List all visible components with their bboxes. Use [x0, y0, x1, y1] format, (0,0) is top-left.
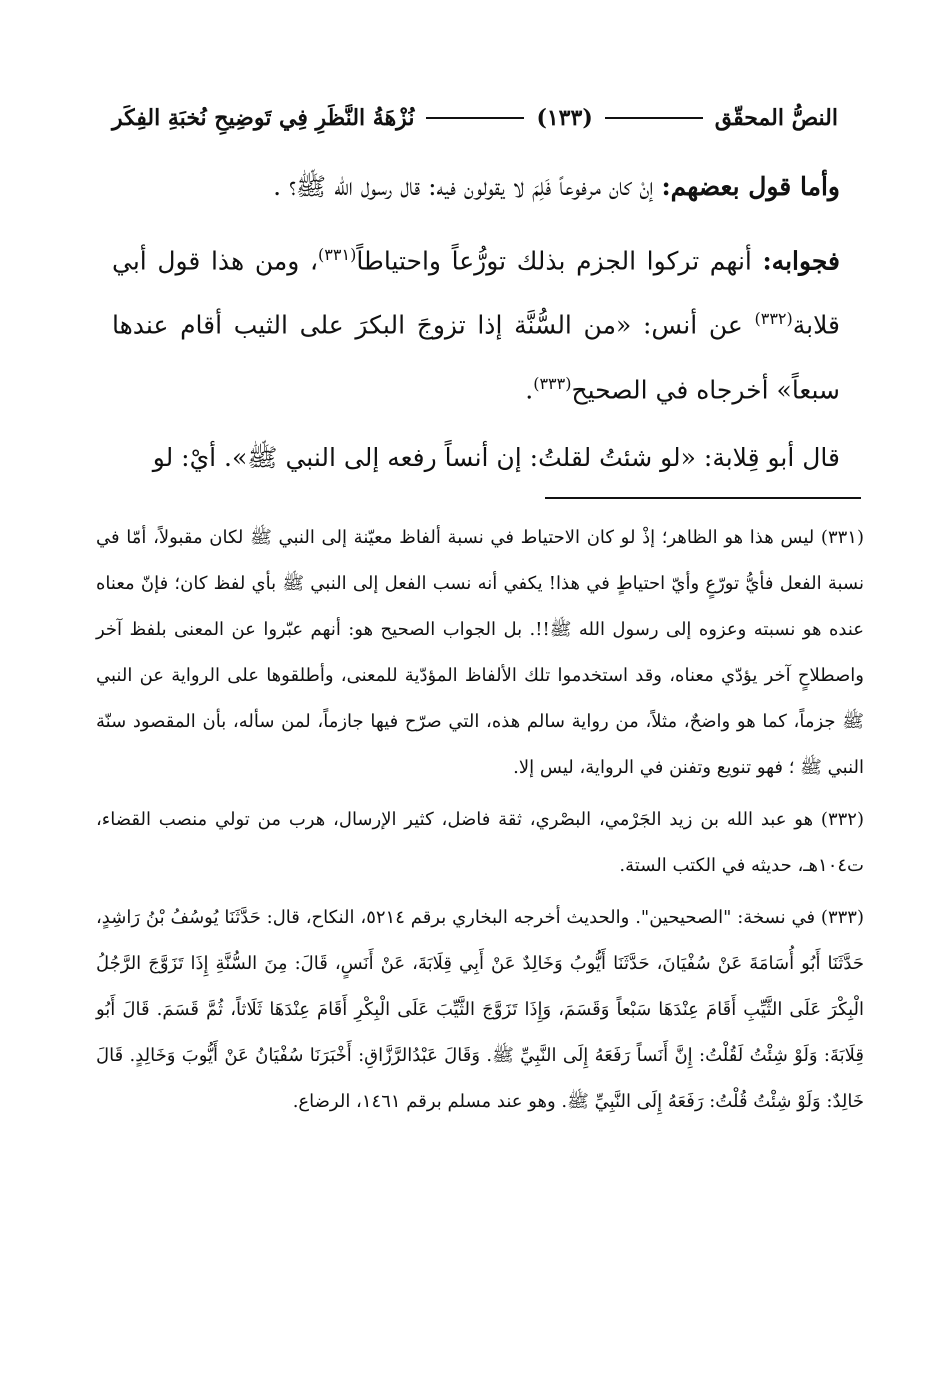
header-rule-left [426, 117, 524, 119]
paragraph-2-text-c: عن أنس: «من السُّنَّة إذا تزوجَ البكرَ على الثيب أقام عندها سبعاً» أخرجاه في الصحيح [112, 310, 840, 404]
header-rule-right [605, 117, 703, 119]
footnote-331: (٣٣١) ليس هذا هو الظاهر؛ إذْ لو كان الاحتياط في نسبة ألفاظ معيّنة إلى النبي ﷺ لكان مقبولاً، أمّا في نسبة الفعل فأيُّ تورّعٍ وأيّ احتياطٍ في هذا! يكفي أنه نسب الفعل إلى النبي ﷺ بأي لفظ كان؛ فإنّ معناه عنده هو نسبته وعزوه إلى رسول الله ﷺ!!. بل الجواب الصحيح هو: أنهم عبّروا عن المعنى بلفظ آخر واصطلاحٍ آخر يؤدّي معناه، وقد استخدموا تلك الألفاظ المؤدّية للمعنى، وأطلقوها على الرواية عن النبي ﷺ جزماً، كما هو واضحٌ، مثلاً، من رواية سالم هذه، التي صرّح فيها جازماً، لمن سأله، بأن المقصود سنّة النبي ﷺ ؛ فهو تنويع وتفنن في الرواية، ليس إلا. [96, 527, 864, 778]
paragraph-1 [112, 158, 840, 216]
main-text [112, 158, 840, 497]
footnote-333: (٣٣٣) في نسخة: "الصحيحين". والحديث أخرجه البخاري برقم ٥٢١٤، النكاح، قال: حَدَّثَنَا يُوسُفُ بْنُ رَاشِدٍ، حَدَّثَنَا أَبُو أُسَامَةَ عَنْ سُفْيَانَ، حَدَّثَنَا أَيُّوبُ وَخَالِدٌ عَنْ أَبِي قِلَابَةَ، عَنْ أَنَسٍ، قَالَ: مِنَ السُّنَّةِ إِذَا تَزَوَّجَ الرَّجُلُ الْبِكْرَ عَلَى الثَّيِّبِ أَقَامَ عِنْدَهَا سَبْعاً وَقَسَمَ، وَإِذَا تَزَوَّجَ الثَّيِّبَ عَلَى الْبِكْرِ أَقَامَ عِنْدَهَا ثَلَاثاً، ثُمَّ قَسَمَ. قَالَ أَبُو قِلَابَةَ: وَلَوْ شِئْتُ لَقُلْتُ: إِنَّ أَنَساً رَفَعَهُ إِلَى النَّبِيِّ ﷺ. وَقَالَ عَبْدُالرَّزَّاقِ: أَخْبَرَنَا سُفْيَانُ عَنْ أَيُّوبَ وَخَالِدٍ. قَالَ خَالِدٌ: وَلَوْ شِئْتُ قُلْتُ: رَفَعَهُ إِلَى النَّبِيِّ ﷺ. وهو عند مسلم برقم ١٤٦١، الرضاع. [96, 907, 865, 1112]
paragraph-1-lead: وأما قول بعضهم: [661, 172, 840, 201]
paragraph-2-lead: فجوابه: [762, 246, 840, 276]
footnote-ref-331[interactable]: (٣٣١) [318, 245, 357, 264]
paragraph-2-text-a: أنهم تركوا الجزم بذلك تورُّعاً واحتياطاً [356, 246, 752, 276]
paragraph-1-text: إنْ كان مرفوعاً فَلِمَ لا يقولون فيه: قال رسول الله ﷺ؟ . [273, 172, 654, 201]
paragraph-2-text-b: ، ومن هذا قول أبي قلابة [112, 246, 840, 340]
paragraph-3 [112, 429, 840, 487]
footnote-ref-332[interactable]: (٣٣٢) [754, 309, 793, 329]
paragraph-2 [112, 226, 840, 419]
footnote-divider [545, 497, 861, 499]
footnote-332: (٣٣٢) هو عبد الله بن زيد الجَرْمي، البصْري، ثقة فاضل، كثير الإرسال، هرب من تولي منصب القضاء، ت١٠٤هـ، حديثه في الكتب الستة. [96, 809, 864, 876]
paragraph-2-text-d: . [525, 374, 534, 404]
header-right-title: النصُّ المحقّق [714, 105, 838, 131]
footnotes [96, 515, 864, 1131]
footnote-ref-333[interactable]: (٣٣٣) [533, 373, 572, 393]
header-left-title: نُزْهَةُ النَّظَرِ فِي تَوضِيحِ نُخبَةِ الفِكَر [112, 105, 415, 131]
page-header [112, 98, 838, 138]
paragraph-3-text: قال أبو قِلابة: «لو شئتُ لقلتُ: إن أنساً رفعه إلى النبي ﷺ». أيْ: لو [152, 442, 840, 472]
page-number: (١٣٣) [536, 105, 593, 131]
